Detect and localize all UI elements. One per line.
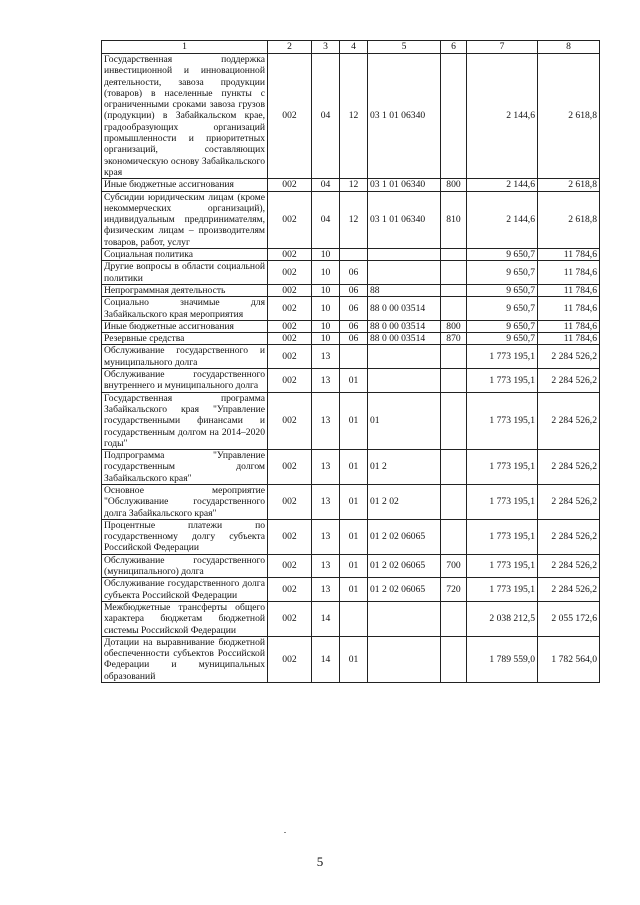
row-name-cell: Другие вопросы в области социальной политики [102, 261, 268, 285]
code-admin-cell: 002 [268, 54, 312, 179]
subsection-cell: 06 [340, 320, 368, 332]
row-name-cell: Непрограммная деятельность [102, 284, 268, 296]
code-admin-cell: 002 [268, 333, 312, 345]
subsection-cell: 06 [340, 297, 368, 321]
amount-year2-cell: 1 782 564,0 [538, 636, 600, 682]
code-admin-cell: 002 [268, 601, 312, 636]
section-cell: 04 [312, 179, 340, 191]
table-row [102, 54, 600, 179]
subsection-cell [340, 601, 368, 636]
target-article-cell [368, 345, 441, 369]
amount-year2-cell: 2 618,8 [538, 191, 600, 248]
expense-type-cell: 810 [441, 191, 467, 248]
column-header: 7 [467, 41, 538, 54]
amount-year2-cell: 2 618,8 [538, 54, 600, 179]
amount-year1-cell: 9 650,7 [467, 261, 538, 285]
table-row [102, 297, 600, 321]
budget-table [101, 40, 600, 683]
target-article-cell [368, 261, 441, 285]
target-article-cell: 01 2 [368, 450, 441, 485]
amount-year1-cell: 9 650,7 [467, 333, 538, 345]
expense-type-cell [441, 601, 467, 636]
subsection-cell: 01 [340, 392, 368, 449]
section-cell: 10 [312, 297, 340, 321]
section-cell: 13 [312, 369, 340, 393]
code-admin-cell: 002 [268, 261, 312, 285]
section-cell: 13 [312, 519, 340, 554]
table-body [102, 54, 600, 683]
code-admin-cell: 002 [268, 484, 312, 519]
expense-type-cell [441, 261, 467, 285]
subsection-cell [340, 249, 368, 261]
amount-year2-cell: 2 055 172,6 [538, 601, 600, 636]
amount-year2-cell: 2 284 526,2 [538, 369, 600, 393]
table-row [102, 191, 600, 248]
code-admin-cell: 002 [268, 297, 312, 321]
target-article-cell [368, 369, 441, 393]
expense-type-cell [441, 450, 467, 485]
row-name-cell: Обслуживание государственного (муниципального) долга [102, 554, 268, 578]
target-article-cell: 01 2 02 06065 [368, 578, 441, 602]
expense-type-cell [441, 636, 467, 682]
code-admin-cell: 002 [268, 450, 312, 485]
table-row [102, 636, 600, 682]
section-cell: 13 [312, 578, 340, 602]
table-row [102, 284, 600, 296]
amount-year1-cell: 1 773 195,1 [467, 554, 538, 578]
section-cell: 13 [312, 345, 340, 369]
row-name-cell: Обслуживание государственного долга субъекта Российской Федерации [102, 578, 268, 602]
column-header: 5 [368, 41, 441, 54]
column-header: 6 [441, 41, 467, 54]
section-cell: 10 [312, 284, 340, 296]
subsection-cell: 01 [340, 519, 368, 554]
amount-year2-cell: 11 784,6 [538, 297, 600, 321]
amount-year1-cell: 1 773 195,1 [467, 450, 538, 485]
scan-speck [284, 832, 286, 833]
row-name-cell: Государственная программа Забайкальского края "Управление государственными финансами и государственным долгом на 2014–2020 годы" [102, 392, 268, 449]
amount-year2-cell: 2 284 526,2 [538, 484, 600, 519]
row-name-cell: Субсидии юридическим лицам (кроме некоммерческих организаций), индивидуальным предпринимателям, физическим лицам – производителям товаров, работ, услуг [102, 191, 268, 248]
amount-year1-cell: 1 773 195,1 [467, 484, 538, 519]
code-admin-cell: 002 [268, 519, 312, 554]
section-cell: 13 [312, 554, 340, 578]
expense-type-cell [441, 345, 467, 369]
table-row [102, 345, 600, 369]
section-cell: 10 [312, 320, 340, 332]
subsection-cell: 01 [340, 450, 368, 485]
row-name-cell: Резервные средства [102, 333, 268, 345]
target-article-cell: 01 2 02 06065 [368, 554, 441, 578]
expense-type-cell: 870 [441, 333, 467, 345]
code-admin-cell: 002 [268, 636, 312, 682]
subsection-cell: 01 [340, 554, 368, 578]
subsection-cell: 01 [340, 578, 368, 602]
code-admin-cell: 002 [268, 249, 312, 261]
amount-year1-cell: 1 773 195,1 [467, 345, 538, 369]
amount-year2-cell: 11 784,6 [538, 284, 600, 296]
column-header: 4 [340, 41, 368, 54]
header-row [102, 41, 600, 54]
column-header: 8 [538, 41, 600, 54]
amount-year2-cell: 2 618,8 [538, 179, 600, 191]
subsection-cell: 06 [340, 261, 368, 285]
table-row [102, 519, 600, 554]
section-cell: 13 [312, 450, 340, 485]
code-admin-cell: 002 [268, 191, 312, 248]
section-cell: 10 [312, 249, 340, 261]
subsection-cell: 06 [340, 333, 368, 345]
code-admin-cell: 002 [268, 345, 312, 369]
expense-type-cell: 800 [441, 179, 467, 191]
amount-year1-cell: 2 144,6 [467, 54, 538, 179]
amount-year1-cell: 2 038 212,5 [467, 601, 538, 636]
amount-year1-cell: 1 789 559,0 [467, 636, 538, 682]
row-name-cell: Социальная политика [102, 249, 268, 261]
section-cell: 04 [312, 54, 340, 179]
table-row [102, 179, 600, 191]
table-row [102, 450, 600, 485]
row-name-cell: Иные бюджетные ассигнования [102, 179, 268, 191]
amount-year1-cell: 9 650,7 [467, 320, 538, 332]
section-cell: 13 [312, 392, 340, 449]
section-cell: 04 [312, 191, 340, 248]
expense-type-cell: 800 [441, 320, 467, 332]
subsection-cell [340, 345, 368, 369]
section-cell: 10 [312, 333, 340, 345]
table-row [102, 554, 600, 578]
expense-type-cell: 720 [441, 578, 467, 602]
subsection-cell: 01 [340, 369, 368, 393]
target-article-cell [368, 601, 441, 636]
row-name-cell: Дотации на выравнивание бюджетной обеспеченности субъектов Российской Федерации и муниципальных образований [102, 636, 268, 682]
row-name-cell: Основное мероприятие "Обслуживание государственного долга Забайкальского края" [102, 484, 268, 519]
target-article-cell: 88 0 00 03514 [368, 333, 441, 345]
amount-year1-cell: 1 773 195,1 [467, 519, 538, 554]
code-admin-cell: 002 [268, 392, 312, 449]
target-article-cell: 88 0 00 03514 [368, 320, 441, 332]
column-header: 1 [102, 41, 268, 54]
table-row [102, 484, 600, 519]
code-admin-cell: 002 [268, 320, 312, 332]
section-cell: 14 [312, 636, 340, 682]
amount-year2-cell: 11 784,6 [538, 249, 600, 261]
target-article-cell: 03 1 01 06340 [368, 191, 441, 248]
expense-type-cell [441, 297, 467, 321]
table-row [102, 601, 600, 636]
subsection-cell: 01 [340, 484, 368, 519]
page-number: 5 [316, 854, 324, 869]
amount-year2-cell: 11 784,6 [538, 261, 600, 285]
expense-type-cell [441, 484, 467, 519]
amount-year2-cell: 2 284 526,2 [538, 554, 600, 578]
section-cell: 13 [312, 484, 340, 519]
expense-type-cell [441, 519, 467, 554]
subsection-cell: 06 [340, 284, 368, 296]
row-name-cell: Государственная поддержка инвестиционной и инновационной деятельности, завоза продукции (товаров) в населенные пункты с ограниченными сроками завоза грузов (продукции) в Забайкальском крае, градообразующих организаций промышленности и приоритетных организаций, составляющих экономическую основу Забайкальского края [102, 54, 268, 179]
amount-year1-cell: 9 650,7 [467, 297, 538, 321]
subsection-cell: 12 [340, 179, 368, 191]
code-admin-cell: 002 [268, 179, 312, 191]
amount-year1-cell: 1 773 195,1 [467, 392, 538, 449]
target-article-cell: 88 0 00 03514 [368, 297, 441, 321]
code-admin-cell: 002 [268, 284, 312, 296]
column-header: 2 [268, 41, 312, 54]
target-article-cell: 01 [368, 392, 441, 449]
code-admin-cell: 002 [268, 578, 312, 602]
table-row [102, 261, 600, 285]
subsection-cell: 01 [340, 636, 368, 682]
target-article-cell [368, 249, 441, 261]
amount-year2-cell: 2 284 526,2 [538, 450, 600, 485]
row-name-cell: Межбюджетные трансферты общего характера бюджетам бюджетной системы Российской Федерации [102, 601, 268, 636]
expense-type-cell [441, 54, 467, 179]
target-article-cell: 03 1 01 06340 [368, 179, 441, 191]
subsection-cell: 12 [340, 191, 368, 248]
amount-year1-cell: 2 144,6 [467, 179, 538, 191]
table-row [102, 333, 600, 345]
amount-year2-cell: 2 284 526,2 [538, 578, 600, 602]
target-article-cell: 01 2 02 06065 [368, 519, 441, 554]
amount-year1-cell: 1 773 195,1 [467, 369, 538, 393]
table-row [102, 249, 600, 261]
amount-year1-cell: 9 650,7 [467, 284, 538, 296]
expense-type-cell [441, 284, 467, 296]
row-name-cell: Обслуживание государственного внутреннего и муниципального долга [102, 369, 268, 393]
amount-year1-cell: 9 650,7 [467, 249, 538, 261]
amount-year2-cell: 11 784,6 [538, 333, 600, 345]
row-name-cell: Иные бюджетные ассигнования [102, 320, 268, 332]
expense-type-cell [441, 392, 467, 449]
target-article-cell [368, 636, 441, 682]
expense-type-cell [441, 249, 467, 261]
amount-year2-cell: 11 784,6 [538, 320, 600, 332]
amount-year2-cell: 2 284 526,2 [538, 345, 600, 369]
amount-year1-cell: 1 773 195,1 [467, 578, 538, 602]
row-name-cell: Обслуживание государственного и муниципального долга [102, 345, 268, 369]
subsection-cell: 12 [340, 54, 368, 179]
amount-year1-cell: 2 144,6 [467, 191, 538, 248]
target-article-cell: 01 2 02 [368, 484, 441, 519]
code-admin-cell: 002 [268, 369, 312, 393]
row-name-cell: Социально значимые для Забайкальского края мероприятия [102, 297, 268, 321]
column-header: 3 [312, 41, 340, 54]
target-article-cell: 88 [368, 284, 441, 296]
table-row [102, 392, 600, 449]
expense-type-cell [441, 369, 467, 393]
target-article-cell: 03 1 01 06340 [368, 54, 441, 179]
code-admin-cell: 002 [268, 554, 312, 578]
section-cell: 10 [312, 261, 340, 285]
section-cell: 14 [312, 601, 340, 636]
row-name-cell: Процентные платежи по государственному долгу субъекта Российской Федерации [102, 519, 268, 554]
amount-year2-cell: 2 284 526,2 [538, 392, 600, 449]
expense-type-cell: 700 [441, 554, 467, 578]
amount-year2-cell: 2 284 526,2 [538, 519, 600, 554]
row-name-cell: Подпрограмма "Управление государственным долгом Забайкальского края" [102, 450, 268, 485]
table-row [102, 320, 600, 332]
table-row [102, 369, 600, 393]
table-row [102, 578, 600, 602]
